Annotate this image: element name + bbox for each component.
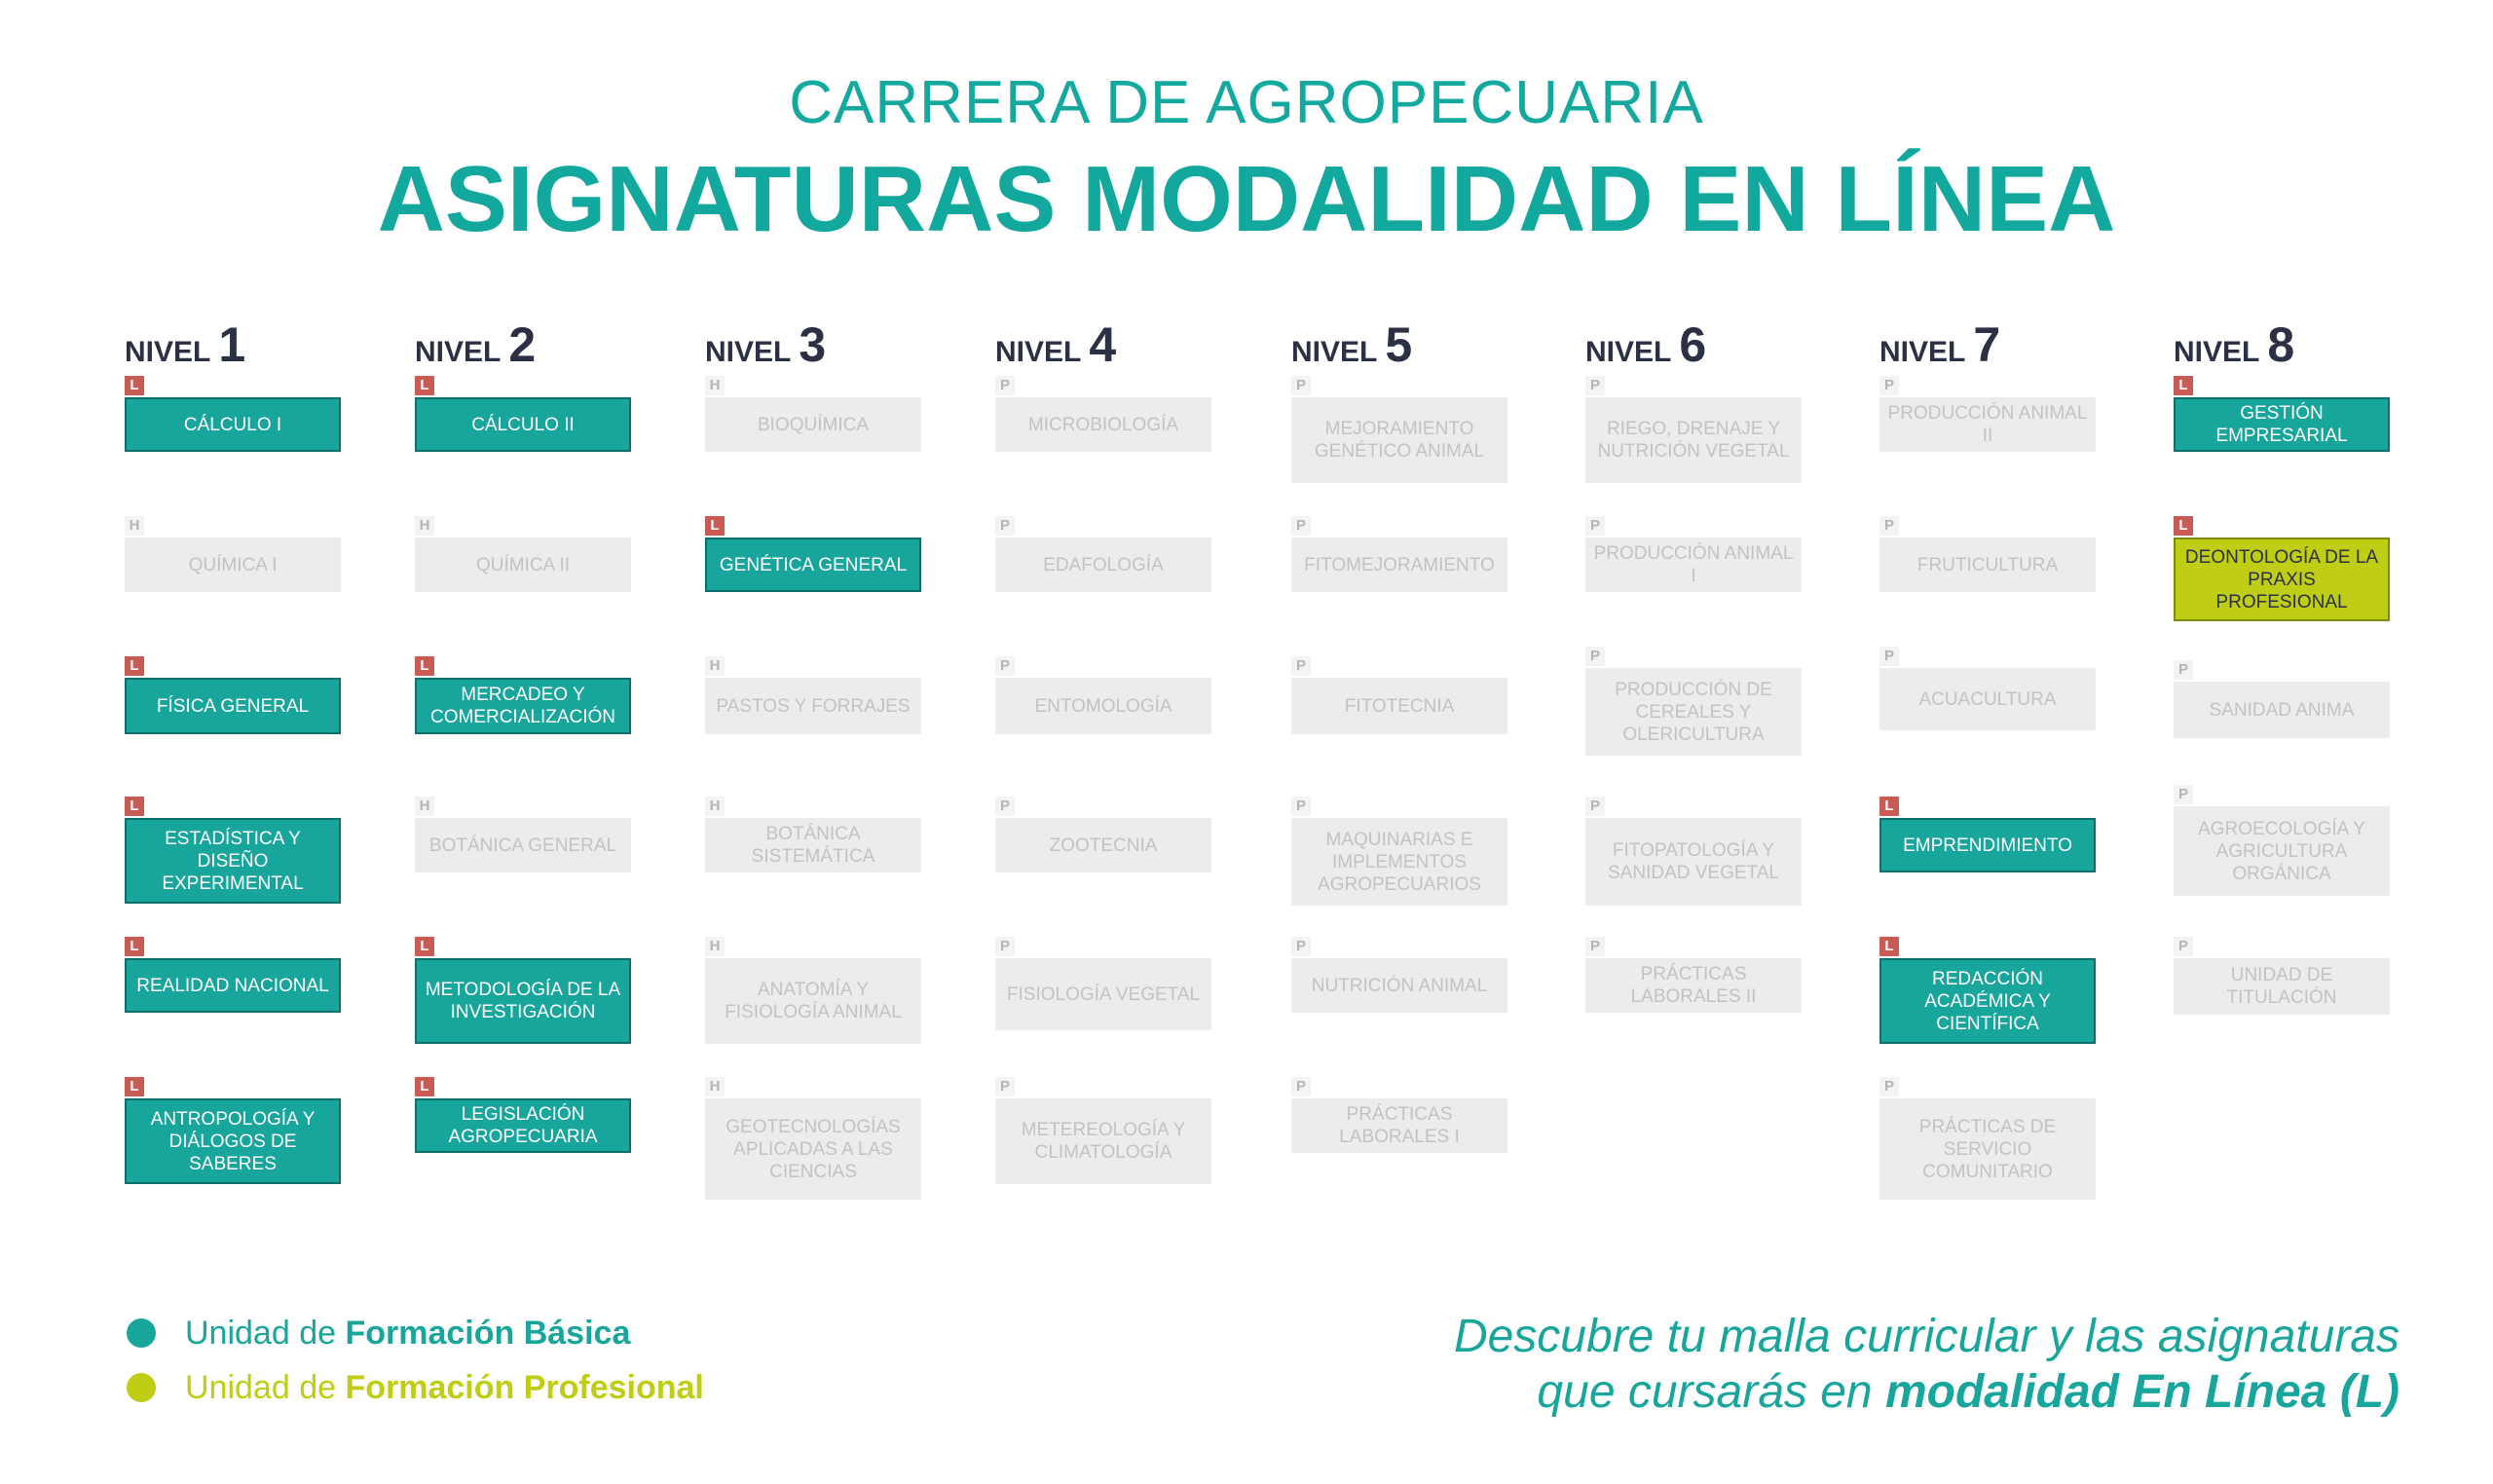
course-name: ZOOTECNIA [995, 818, 1211, 872]
course-name: LEGISLACIÓN AGROPECUARIA [415, 1098, 631, 1153]
level-word: NIVEL [2174, 336, 2260, 368]
basic-dot-icon [127, 1318, 156, 1348]
course-name: PRÁCTICAS LABORALES II [1585, 958, 1802, 1013]
modality-tag: P [995, 376, 1015, 395]
course-name: FITOTECNIA [1291, 678, 1507, 734]
course-card[interactable] [995, 376, 1211, 452]
course-name: GEOTECNOLOGÍAS APLICADAS A LAS CIENCIAS [705, 1098, 921, 1200]
modality-tag: P [1879, 516, 1899, 536]
course-name: UNIDAD DE TITULACIÓN [2174, 958, 2390, 1015]
online-tag: L [415, 376, 434, 395]
level-column [995, 312, 1211, 1266]
modality-tag: H [705, 1077, 725, 1096]
course-name: BOTÁNICA SISTEMÁTICA [705, 818, 921, 872]
level-number: 6 [1679, 317, 1707, 372]
legend-basic-label: Formación Básica [345, 1315, 631, 1352]
course-name: NUTRICIÓN ANIMAL [1291, 958, 1507, 1013]
course-name: RIEGO, DRENAJE Y NUTRICIÓN VEGETAL [1585, 397, 1802, 483]
online-tag: L [2174, 376, 2193, 395]
legend-basic-prefix: Unidad de [185, 1315, 346, 1352]
course-name: ACUACULTURA [1879, 668, 2096, 730]
course-name: MAQUINARIAS E IMPLEMENTOS AGROPECUARIOS [1291, 818, 1507, 906]
course-card[interactable] [1291, 1077, 1507, 1153]
level-word: NIVEL [1291, 336, 1378, 368]
modality-tag: P [2174, 660, 2193, 680]
course-name: ENTOMOLOGÍA [995, 678, 1211, 734]
course-name: EMPRENDIMIENTO [1879, 818, 2096, 872]
modality-tag: P [1291, 656, 1311, 676]
course-name: REALIDAD NACIONAL [125, 958, 341, 1013]
course-card[interactable] [125, 797, 341, 904]
course-card[interactable] [1291, 376, 1507, 483]
level-heading [1291, 316, 1412, 373]
course-card[interactable] [2174, 937, 2390, 1015]
online-tag: L [705, 516, 725, 536]
cta-line-2-prefix: que cursarás en [1537, 1366, 1885, 1418]
course-card[interactable] [125, 937, 341, 1013]
cta-line-1: Descubre tu malla curricular y las asignaturas [1453, 1311, 2400, 1362]
online-tag: L [125, 1077, 144, 1096]
level-word: NIVEL [125, 336, 211, 368]
course-card[interactable] [415, 1077, 631, 1153]
course-card[interactable] [2174, 785, 2390, 896]
modality-tag: P [1585, 516, 1605, 536]
course-name: CÁLCULO I [125, 397, 341, 452]
online-tag: L [125, 937, 144, 956]
course-card[interactable] [1879, 376, 2096, 452]
course-card[interactable] [1291, 656, 1507, 734]
course-name: MICROBIOLOGÍA [995, 397, 1211, 452]
cta-line-2-bold: modalidad En Línea (L) [1884, 1366, 2400, 1418]
modality-tag: H [415, 797, 434, 816]
course-card[interactable] [1585, 516, 1802, 592]
modality-tag: P [1291, 516, 1311, 536]
course-card[interactable] [705, 797, 921, 872]
legend-professional [127, 1369, 704, 1407]
modality-tag: P [1585, 376, 1605, 395]
course-card[interactable] [1291, 937, 1507, 1013]
level-heading [125, 316, 245, 373]
modality-tag: H [705, 937, 725, 956]
level-number: 1 [218, 317, 246, 372]
course-name: EDAFOLOGÍA [995, 538, 1211, 592]
modality-tag: P [2174, 785, 2193, 804]
modality-tag: P [1879, 376, 1899, 395]
course-name: CÁLCULO II [415, 397, 631, 452]
level-word: NIVEL [995, 336, 1082, 368]
course-card[interactable] [705, 1077, 921, 1200]
online-tag: L [415, 1077, 434, 1096]
course-name: SANIDAD ANIMA [2174, 682, 2390, 738]
online-tag: L [2174, 516, 2193, 536]
course-card[interactable] [995, 797, 1211, 872]
course-card[interactable] [415, 937, 631, 1044]
professional-dot-icon [127, 1373, 156, 1402]
modality-tag: P [1879, 647, 1899, 666]
course-name: REDACCIÓN ACADÉMICA Y CIENTÍFICA [1879, 958, 2096, 1044]
course-card[interactable] [1291, 797, 1507, 906]
course-name: MEJORAMIENTO GENÉTICO ANIMAL [1291, 397, 1507, 483]
level-column [1585, 312, 1802, 1266]
modality-tag: H [705, 656, 725, 676]
online-tag: L [125, 656, 144, 676]
legend-professional-label: Formación Profesional [345, 1369, 704, 1406]
course-card[interactable] [705, 516, 921, 592]
course-card[interactable] [125, 516, 341, 592]
cta-line-2 [1134, 1365, 2400, 1419]
course-card[interactable] [1879, 1077, 2096, 1200]
course-card[interactable] [2174, 376, 2390, 452]
course-card[interactable] [2174, 516, 2390, 621]
level-heading [705, 316, 826, 373]
level-number: 4 [1089, 317, 1117, 372]
course-card[interactable] [995, 937, 1211, 1030]
online-tag: L [1879, 797, 1899, 816]
modality-tag: H [705, 797, 725, 816]
course-card[interactable] [415, 797, 631, 872]
modality-tag: H [125, 516, 144, 536]
career-subtitle: CARRERA DE AGROPECUARIA [789, 69, 1704, 136]
modality-tag: H [415, 516, 434, 536]
online-tag: L [125, 376, 144, 395]
modality-tag: P [1585, 647, 1605, 666]
online-tag: L [125, 797, 144, 816]
modality-tag: P [1291, 1077, 1311, 1096]
level-column [1291, 312, 1507, 1266]
course-name: AGROECOLOGÍA Y AGRICULTURA ORGÁNICA [2174, 806, 2390, 896]
page-title: ASIGNATURAS MODALIDAD EN LÍNEA [377, 147, 2116, 251]
course-name: ANATOMÍA Y FISIOLOGÍA ANIMAL [705, 958, 921, 1044]
course-card[interactable] [125, 376, 341, 452]
level-number: 5 [1385, 317, 1413, 372]
course-name: BIOQUÍMICA [705, 397, 921, 452]
course-name: PRODUCCIÓN ANIMAL I [1585, 538, 1802, 592]
online-tag: L [1879, 937, 1899, 956]
level-column [2174, 312, 2390, 1266]
level-column [125, 312, 341, 1266]
course-name: PRODUCCIÓN ANIMAL II [1879, 397, 2096, 452]
course-card[interactable] [995, 1077, 1211, 1184]
modality-tag: P [1585, 937, 1605, 956]
course-name: ANTROPOLOGÍA Y DIÁLOGOS DE SABERES [125, 1098, 341, 1184]
level-number: 2 [508, 317, 537, 372]
course-name: METODOLOGÍA DE LA INVESTIGACIÓN [415, 958, 631, 1044]
course-card[interactable] [705, 937, 921, 1044]
level-heading [995, 316, 1116, 373]
course-card[interactable] [1879, 797, 2096, 872]
modality-tag: P [995, 1077, 1015, 1096]
course-name: PASTOS Y FORRAJES [705, 678, 921, 734]
course-name: FRUTICULTURA [1879, 538, 2096, 592]
course-card[interactable] [995, 656, 1211, 734]
course-name: ESTADÍSTICA Y DISEÑO EXPERIMENTAL [125, 818, 341, 904]
level-number: 3 [799, 317, 827, 372]
course-name: BOTÁNICA GENERAL [415, 818, 631, 872]
online-tag: L [415, 656, 434, 676]
level-column [705, 312, 921, 1266]
course-name: PRODUCCIÓN DE CEREALES Y OLERICULTURA [1585, 668, 1802, 756]
modality-tag: P [1879, 1077, 1899, 1096]
course-name: GESTIÓN EMPRESARIAL [2174, 397, 2390, 452]
modality-tag: P [995, 797, 1015, 816]
course-name: MERCADEO Y COMERCIALIZACIÓN [415, 678, 631, 734]
course-name: DEONTOLOGÍA DE LA PRAXIS PROFESIONAL [2174, 538, 2390, 621]
course-card[interactable] [125, 1077, 341, 1184]
course-card[interactable] [1585, 647, 1802, 756]
level-word: NIVEL [705, 336, 792, 368]
level-column [1879, 312, 2096, 1266]
level-word: NIVEL [1879, 336, 1966, 368]
level-word: NIVEL [1585, 336, 1672, 368]
legend-professional-prefix: Unidad de [185, 1369, 346, 1406]
course-card[interactable] [995, 516, 1211, 592]
course-card[interactable] [2174, 660, 2390, 738]
online-tag: L [415, 937, 434, 956]
legend-basic [127, 1315, 630, 1353]
modality-tag: H [705, 376, 725, 395]
modality-tag: P [995, 516, 1015, 536]
level-number: 7 [1973, 317, 2001, 372]
course-name: FÍSICA GENERAL [125, 678, 341, 734]
course-card[interactable] [415, 376, 631, 452]
course-card[interactable] [705, 656, 921, 734]
course-card[interactable] [125, 656, 341, 734]
course-name: METEREOLOGÍA Y CLIMATOLOGÍA [995, 1098, 1211, 1184]
course-card[interactable] [1879, 516, 2096, 592]
course-card[interactable] [1585, 797, 1802, 906]
course-card[interactable] [415, 656, 631, 734]
modality-tag: P [995, 937, 1015, 956]
course-card[interactable] [705, 376, 921, 452]
level-word: NIVEL [415, 336, 502, 368]
course-card[interactable] [415, 516, 631, 592]
modality-tag: P [1291, 797, 1311, 816]
course-card[interactable] [1879, 647, 2096, 730]
level-heading [2174, 316, 2294, 373]
modality-tag: P [1585, 797, 1605, 816]
course-name: FITOMEJORAMIENTO [1291, 538, 1507, 592]
curriculum-grid [125, 312, 2403, 1266]
level-heading [415, 316, 536, 373]
level-heading [1585, 316, 1706, 373]
course-card[interactable] [1585, 376, 1802, 483]
course-card[interactable] [1291, 516, 1507, 592]
level-number: 8 [2267, 317, 2295, 372]
course-name: PRÁCTICAS DE SERVICIO COMUNITARIO [1879, 1098, 2096, 1200]
course-name: QUÍMICA II [415, 538, 631, 592]
course-name: FITOPATOLOGÍA Y SANIDAD VEGETAL [1585, 818, 1802, 906]
course-name: QUÍMICA I [125, 538, 341, 592]
level-heading [1879, 316, 2000, 373]
course-card[interactable] [1879, 937, 2096, 1044]
modality-tag: P [1291, 937, 1311, 956]
course-name: PRÁCTICAS LABORALES I [1291, 1098, 1507, 1153]
level-column [415, 312, 631, 1266]
modality-tag: P [2174, 937, 2193, 956]
course-card[interactable] [1585, 937, 1802, 1013]
course-name: FISIOLOGÍA VEGETAL [995, 958, 1211, 1030]
modality-tag: P [995, 656, 1015, 676]
course-name: GENÉTICA GENERAL [705, 538, 921, 592]
modality-tag: P [1291, 376, 1311, 395]
